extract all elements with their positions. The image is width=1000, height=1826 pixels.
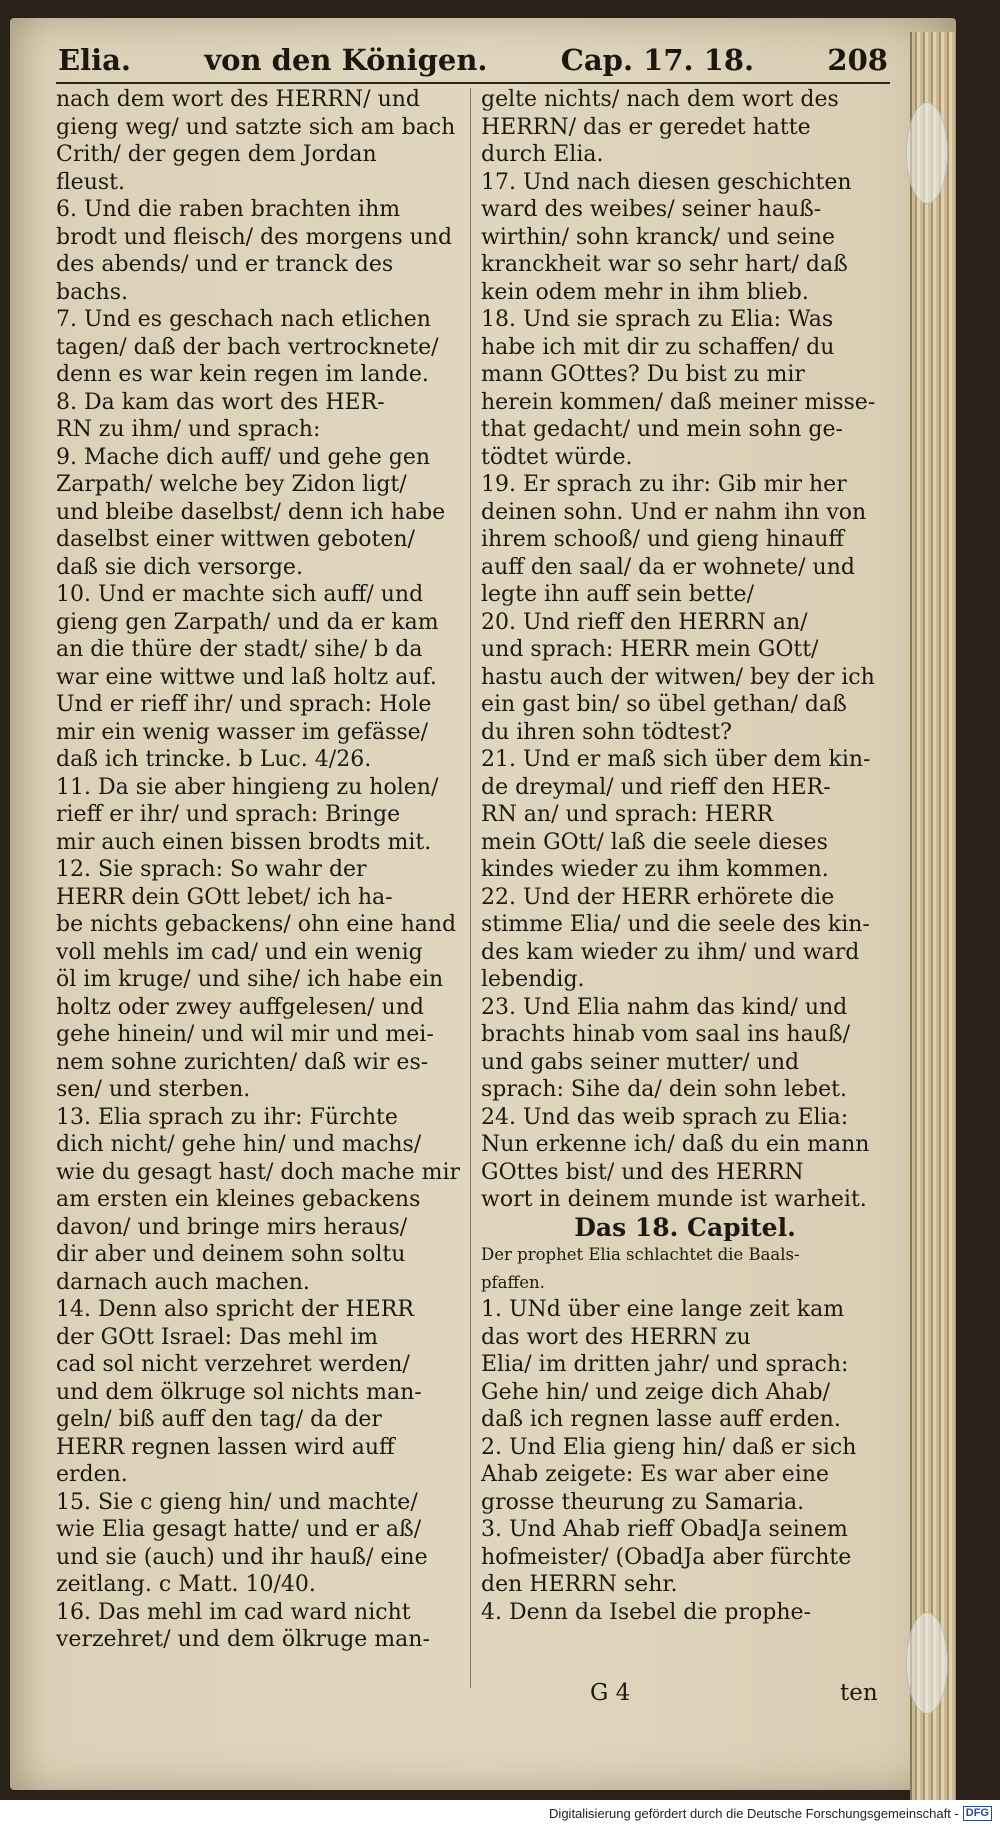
digitization-footer [0, 1800, 1000, 1826]
text-line: ward des weibes/ seiner hauß- [481, 197, 822, 222]
text-line: 13. Elia sprach zu ihr: Fürchte [56, 1104, 398, 1130]
page-edge [910, 32, 956, 1808]
text-line: legte ihn auff sein bette/ [481, 582, 754, 607]
text-line: hastu auch der witwen/ bey der ich [481, 664, 875, 690]
header-rule [56, 82, 890, 84]
text-line: habe ich mit dir zu schaffen/ du [481, 334, 835, 360]
text-line: Zarpath/ welche bey Zidon ligt/ [56, 472, 407, 497]
text-line: kranckheit war so sehr hart/ daß [481, 252, 848, 277]
text-line: des kam wieder zu ihm/ und ward [481, 939, 860, 965]
text-line: öl im kruge/ und sihe/ ich habe ein [56, 967, 444, 992]
text-line: Der prophet Elia schlachtet die Baals- [481, 1245, 800, 1264]
text-line: nem sohne zurichten/ daß wir es- [56, 1049, 429, 1075]
text-line: kindes wieder zu ihm kommen. [481, 857, 829, 882]
text-line: wie Elia gesagt hatte/ und er aß/ [56, 1517, 422, 1542]
text-line: erden. [56, 1462, 128, 1487]
text-line: HERRN/ das er geredet hatte [481, 114, 811, 140]
text-line: bachs. [56, 279, 128, 305]
text-line: wort in deinem munde ist warheit. [481, 1187, 867, 1212]
catchword: ten [840, 1680, 878, 1706]
left-column [56, 86, 464, 1654]
text-line: 3. Und Ahab rieff ObadJa seinem [481, 1517, 848, 1542]
text-line: 1. UNd über eine lange zeit kam [481, 1297, 845, 1322]
text-line: de dreymal/ und rieff den HER- [481, 774, 831, 800]
text-line: lebendig. [481, 967, 585, 992]
text-line: gelte nichts/ nach dem wort des [481, 87, 839, 112]
text-line: herein kommen/ daß meiner misse- [481, 389, 876, 415]
text-line: 10. Und er machte sich auff/ und [56, 582, 424, 607]
text-line: dich nicht/ gehe hin/ und machs/ [56, 1132, 422, 1157]
text-line: Ahab zeigete: Es war aber eine [481, 1462, 830, 1487]
text-line: stimme Elia/ und die seele des kin- [481, 912, 870, 937]
text-line: brodt und fleisch/ des morgens und [56, 224, 453, 250]
text-line: am ersten ein kleines gebackens [56, 1187, 421, 1212]
signature-mark: G 4 [590, 1680, 631, 1706]
text-line: holtz oder zwey auffgelesen/ und [56, 994, 424, 1020]
text-line: sen/ und sterben. [56, 1077, 251, 1102]
chapter-heading: Das 18. Capitel. [574, 1213, 796, 1241]
text-line: cad sol nicht verzehret werden/ [56, 1352, 410, 1377]
binder-clip [906, 1612, 948, 1714]
text-line: 24. Und das weib sprach zu Elia: [481, 1104, 849, 1130]
text-line: Und er rieff ihr/ und sprach: Hole [56, 692, 432, 717]
dfg-logo: DFG [963, 1806, 992, 1821]
text-line: 17. Und nach diesen geschichten [481, 169, 852, 195]
text-line: gieng weg/ und satzte sich am bach [56, 114, 456, 140]
text-line: mann GOttes? Du bist zu mir [481, 362, 805, 387]
text-line: be nichts gebackens/ ohn eine hand [56, 912, 457, 937]
text-line: und dem ölkruge sol nichts man- [56, 1379, 422, 1405]
text-line: tagen/ daß der bach vertrocknete/ [56, 334, 439, 360]
text-line: mein GOtt/ laß die seele dieses [481, 829, 828, 855]
text-line: daß ich trincke. b Luc. 4/26. [56, 747, 372, 772]
binder-clip [906, 102, 948, 204]
text-line: dir aber und deinem sohn soltu [56, 1242, 406, 1267]
text-line: sprach: Sihe da/ dein sohn lebet. [481, 1077, 847, 1102]
text-line: zeitlang. c Matt. 10/40. [56, 1572, 316, 1597]
text-line: ihrem schooß/ und gieng hinauff [481, 527, 845, 552]
head-left: Elia. [58, 43, 132, 77]
text-line: fleust. [56, 169, 125, 195]
text-line: den HERRN sehr. [481, 1572, 678, 1597]
text-line: und sie (auch) und ihr hauß/ eine [56, 1544, 428, 1570]
text-line: und gabs seiner mutter/ und [481, 1049, 800, 1075]
text-line: HERR regnen lassen wird auff [56, 1434, 395, 1460]
text-line: darnach auch machen. [56, 1269, 310, 1295]
text-line: RN an/ und sprach: HERR [481, 802, 774, 827]
text-line: Nun erkenne ich/ daß du ein mann [481, 1132, 870, 1157]
text-line: auff den saal/ da er wohnete/ und [481, 554, 855, 580]
text-line: pfaffen. [481, 1272, 545, 1292]
text-line: Gehe hin/ und zeige dich Ahab/ [481, 1379, 830, 1405]
text-line: denn es war kein regen im lande. [56, 362, 429, 387]
text-line: durch Elia. [481, 142, 604, 167]
text-line: 8. Da kam das wort des HER- [56, 389, 385, 415]
text-line: 15. Sie c gieng hin/ und machte/ [56, 1489, 418, 1515]
text-line: 16. Das mehl im cad ward nicht [56, 1599, 411, 1625]
text-line: 6. Und die raben brachten ihm [56, 197, 401, 222]
text-line: davon/ und bringe mirs heraus/ [56, 1214, 408, 1240]
text-line: mir ein wenig wasser im gefässe/ [56, 719, 429, 745]
text-line: GOttes bist/ und des HERRN [481, 1159, 804, 1185]
text-line: mir auch einen bissen brodts mit. [56, 829, 432, 855]
text-line: daselbst einer wittwen geboten/ [56, 527, 415, 552]
text-line: RN zu ihm/ und sprach: [56, 417, 321, 442]
text-line: that gedacht/ und mein sohn ge- [481, 417, 843, 442]
text-line: an die thüre der stadt/ sihe/ b da [56, 637, 423, 662]
text-line: verzehret/ und dem ölkruge man- [56, 1627, 430, 1652]
text-line: tödtet würde. [481, 444, 633, 470]
text-line: HERR dein GOtt lebet/ ich ha- [56, 884, 393, 910]
text-line: und bleibe daselbst/ denn ich habe [56, 499, 446, 525]
text-line: 21. Und er maß sich über dem kin- [481, 747, 871, 772]
text-line: daß ich regnen lasse auff erden. [481, 1407, 841, 1432]
text-line: du ihren sohn tödtest? [481, 719, 732, 745]
text-line: und sprach: HERR mein GOtt/ [481, 637, 819, 662]
footer-text: Digitalisierung gefördert durch die Deutsche Forschungsgemeinschaft - [549, 1805, 959, 1821]
text-line: 19. Er sprach zu ihr: Gib mir her [481, 472, 847, 497]
text-line: Crith/ der gegen dem Jordan [56, 142, 377, 167]
text-line: 12. Sie sprach: So wahr der [56, 857, 367, 882]
text-line: 14. Denn also spricht der HERR [56, 1297, 414, 1322]
right-column [481, 86, 889, 1626]
text-line: gieng gen Zarpath/ und da er kam [56, 609, 439, 635]
text-line: deinen sohn. Und er nahm ihn von [481, 499, 867, 525]
text-line: 22. Und der HERR erhörete die [481, 884, 835, 910]
text-line: ein gast bin/ so übel gethan/ daß [481, 692, 847, 717]
text-line: 4. Denn da Isebel die prophe- [481, 1599, 811, 1625]
running-head [58, 36, 888, 84]
text-line: brachts hinab vom saal ins hauß/ [481, 1022, 851, 1047]
text-line: voll mehls im cad/ und ein wenig [56, 939, 423, 965]
text-line: 18. Und sie sprach zu Elia: Was [481, 307, 834, 332]
text-line: der GOtt Israel: Das mehl im [56, 1324, 378, 1350]
text-line: 20. Und rieff den HERRN an/ [481, 609, 808, 635]
text-line: wie du gesagt hast/ doch mache mir [56, 1159, 461, 1185]
text-line: 2. Und Elia gieng hin/ daß er sich [481, 1434, 857, 1460]
text-line: 9. Mache dich auff/ und gehe gen [56, 444, 431, 470]
column-divider [470, 88, 471, 1688]
text-line: wirthin/ sohn kranck/ und seine [481, 224, 836, 250]
text-line: das wort des HERRN zu [481, 1324, 751, 1350]
head-center: von den Königen. [204, 43, 488, 77]
text-line: nach dem wort des HERRN/ und [56, 87, 420, 112]
text-line: kein odem mehr in ihm blieb. [481, 279, 809, 305]
text-line: 23. Und Elia nahm das kind/ und [481, 994, 848, 1020]
page-number: 208 [827, 43, 888, 77]
text-line: Elia/ im dritten jahr/ und sprach: [481, 1352, 849, 1377]
text-line: hofmeister/ (ObadJa aber fürchte [481, 1544, 852, 1570]
head-chapter: Cap. 17. 18. [560, 43, 755, 77]
text-line: war eine wittwe und laß holtz auf. [56, 664, 437, 690]
text-line: des abends/ und er tranck des [56, 252, 394, 277]
text-line: rieff er ihr/ und sprach: Bringe [56, 802, 401, 827]
text-line: gehe hinein/ und wil mir und mei- [56, 1022, 434, 1047]
text-line: grosse theurung zu Samaria. [481, 1489, 805, 1515]
text-line: 7. Und es geschach nach etlichen [56, 307, 431, 332]
text-line: daß sie dich versorge. [56, 554, 303, 580]
text-line: 11. Da sie aber hingieng zu holen/ [56, 774, 439, 800]
text-line: geln/ biß auff den tag/ da der [56, 1407, 382, 1432]
